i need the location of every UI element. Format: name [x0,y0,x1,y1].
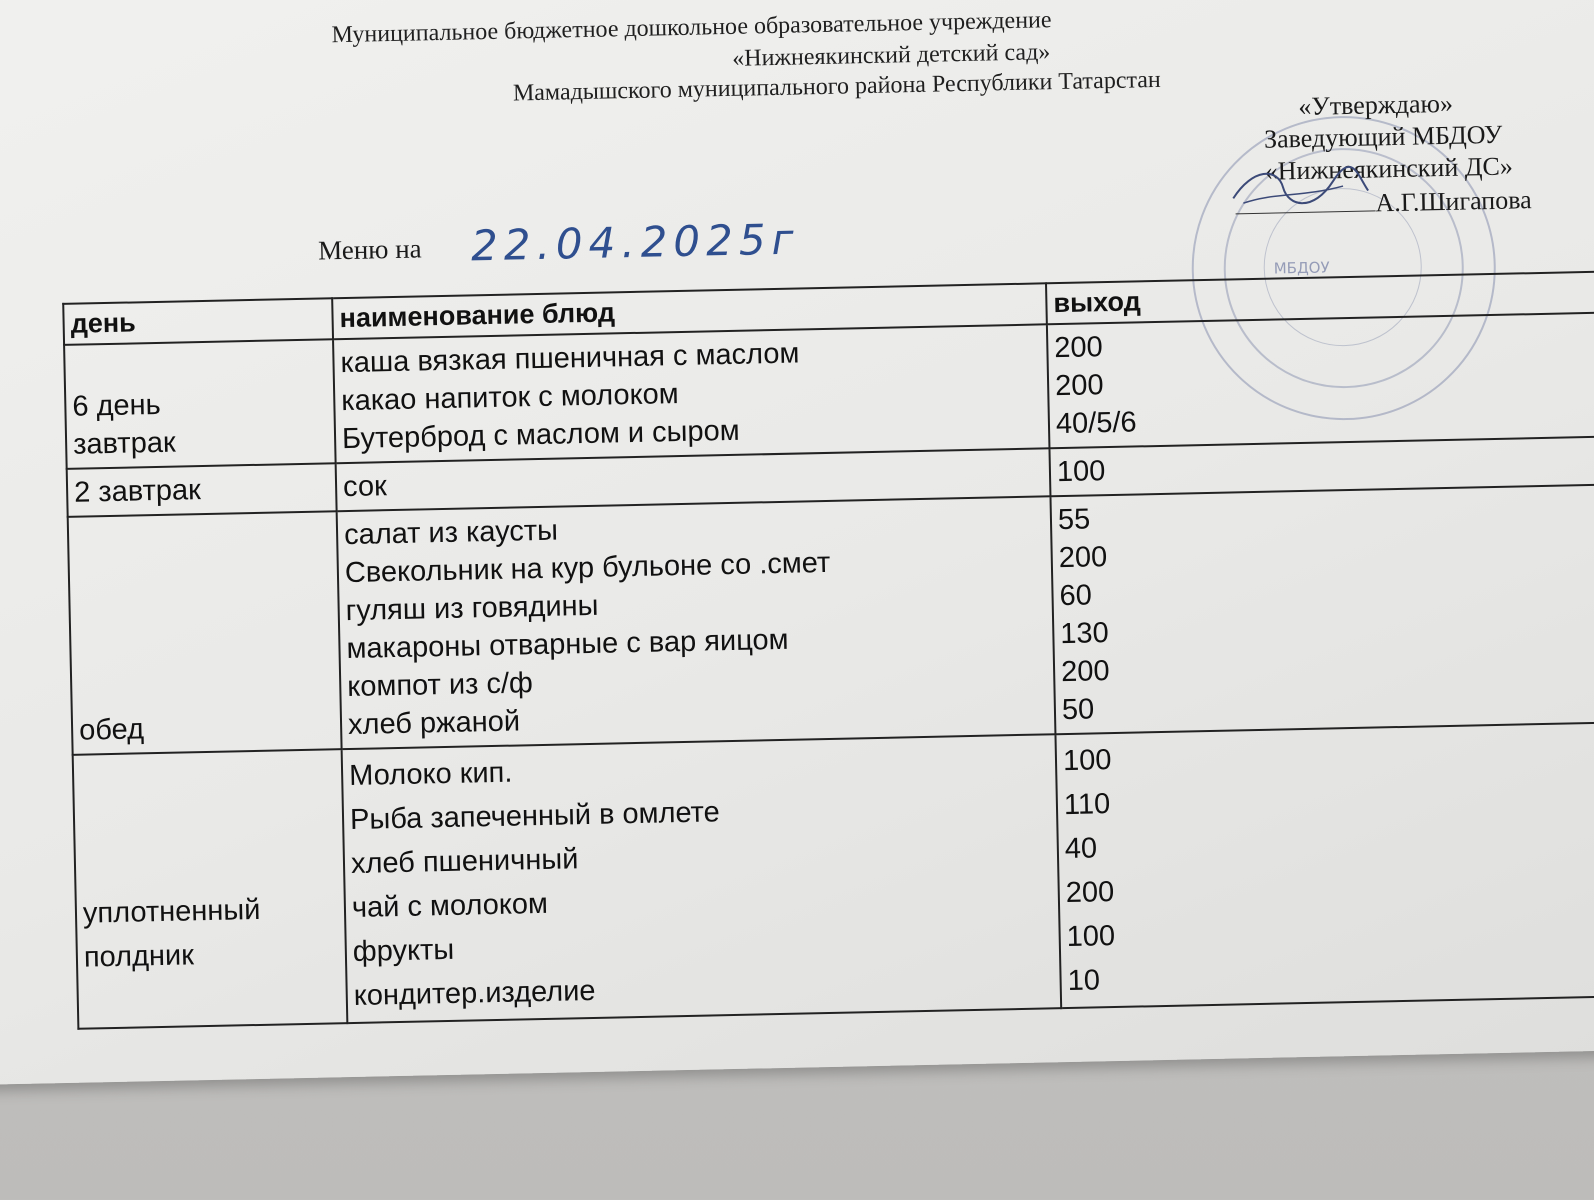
signature-icon [1222,155,1373,218]
meal-cell: 6 день завтрак [64,339,336,469]
header-line-1: Муниципальное бюджетное дошкольное образовательное учреждение [331,7,1052,49]
menu-label: Меню на [317,233,422,266]
approval-line-2: Заведующий МБДОУ [1263,119,1503,154]
table-row [73,722,1594,1028]
table-row [68,484,1594,754]
output-cell: 100 110 40 200 100 10 [1055,722,1594,1008]
dish-cell: каша вязкая пшеничная с маслом какао напиток с молоком Бутерброд с маслом и сыром [333,324,1049,463]
stamp-text: МБДОУ [1273,258,1330,278]
meal-cell: 2 завтрак [67,463,337,517]
output-cell: 55 200 60 130 200 50 [1050,484,1594,734]
output-cell: 200 200 40/5/6 [1047,312,1594,448]
meal-cell: обед [68,511,342,755]
header-line-2: «Нижнеякинский детский сад» [731,39,1051,72]
header-dish: наименование блюд [332,283,1047,339]
menu-date: 22.04.2025г [470,214,801,271]
approval-line-1: «Утверждаю» [1298,88,1454,122]
dish-cell: Молоко кип. Рыба запеченный в омлете хлеб пшеничный чай с молоком фрукты кондитер.изделие [342,734,1062,1023]
output-cell: 100 [1049,436,1594,496]
header-day: день [63,298,333,345]
header-output: выход [1046,271,1594,324]
menu-table [62,270,1594,1029]
meal-cell: уплотненный полдник [73,749,348,1029]
dish-cell: салат из каусты Свекольник на кур бульоне со .смет гуляш из говядины макароны отварные с вар яицом компот из с/ф хлеб ржаной [337,496,1056,749]
approval-signer: А.Г.Шигапова [1235,185,1532,221]
approval-line-3: «Нижнеякинский ДС» [1264,151,1514,186]
dish-cell: сок [336,448,1051,511]
header-line-3: Мамадышского муниципального района Республики Татарстан [512,66,1161,107]
